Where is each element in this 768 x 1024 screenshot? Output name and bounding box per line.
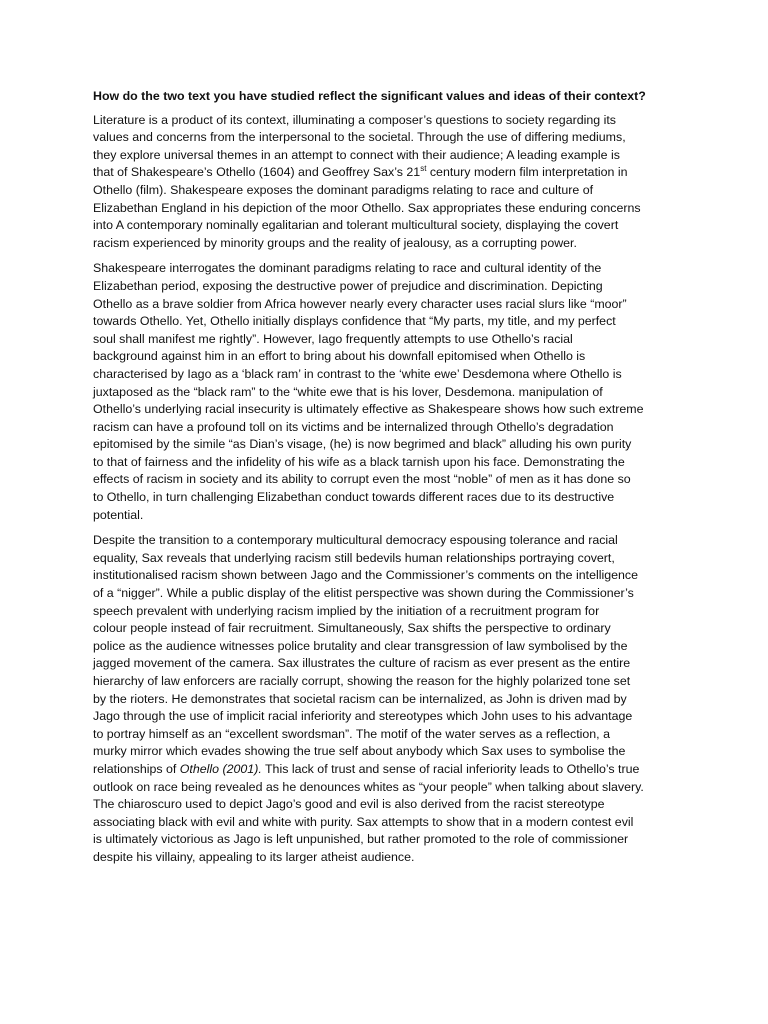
text-segment: century modern film interpretation in (426, 165, 628, 180)
text-line: values and concerns from the interpersonal to the societal. Through the use of differing mediums, (93, 130, 626, 145)
text-line: jagged movement of the camera. Sax illustrates the culture of racism as ever present as the entire (93, 656, 631, 671)
text-line: they explore universal themes in an attempt to connect with their audience; A leading example is (93, 147, 620, 162)
text-line: epitomised by the simile “as Dian’s visage, (he) is now begrimed and black” alluding his own purity (93, 437, 632, 452)
text-line: Elizabethan England in his depiction of the moor Othello. Sax appropriates these enduring concerns (93, 200, 641, 215)
text-line: speech prevalent with underlying racism implied by the initiation of a recruitment program for (93, 603, 600, 618)
text-line: soul shall manifest me rightly”. However, Iago frequently attempts to use Othello’s racial (93, 331, 573, 346)
text-line: police as the audience witnesses police brutality and clear transgression of law symbolised by the (93, 638, 628, 653)
text-line: racism can have a profound toll on its victims and be internalized through Othello’s degradation (93, 419, 614, 434)
text-line: equality, Sax reveals that underlying racism still bedevils human relationships portraying covert, (93, 550, 615, 565)
text-line: background against him in an effort to bring about his downfall epitomised when Othello is (93, 349, 586, 364)
paragraph-shakespeare (93, 260, 679, 524)
text-line: institutionalised racism shown between Jago and the Commissioner’s comments on the intelligence (93, 568, 639, 583)
text-line: to Othello, in turn challenging Elizabethan conduct towards different races due to its destructive (93, 490, 615, 505)
text-line (93, 761, 679, 779)
text-segment: that of Shakespeare’s Othello (1604) and Geoffrey Sax’s 21 (93, 165, 421, 180)
text-line: Shakespeare interrogates the dominant paradigms relating to race and cultural identity of the (93, 261, 602, 276)
text-line: murky mirror which evades showing the true self about anybody which Sax uses to symbolise the (93, 744, 626, 759)
text-line: Literature is a product of its context, illuminating a composer’s questions to society regarding its (93, 112, 616, 127)
text-line: Jago through the use of implicit racial inferiority and stereotypes which John uses to his advantage (93, 709, 633, 724)
text-line: juxtaposed as the “black ram” to the “white ewe that is his lover, Desdemona. manipulation of (93, 384, 603, 399)
essay-question: How do the two text you have studied reflect the significant values and ideas of their context? (93, 89, 646, 103)
text-line: is ultimately victorious as Jago is left unpunished, but rather promoted to the role of commissioner (93, 832, 629, 847)
paragraph-introduction (93, 112, 679, 253)
text-line: Despite the transition to a contemporary multicultural democracy espousing tolerance and racial (93, 533, 618, 548)
text-line (93, 164, 679, 182)
text-line: towards Othello. Yet, Othello initially displays confidence that “My parts, my title, and my perfect (93, 314, 616, 329)
text-line: to that of fairness and the infidelity of his wife as a black tarnish upon his face. Demonstrating the (93, 454, 625, 469)
text-line: characterised by Iago as a ‘black ram’ in contrast to the ‘white ewe’ Desdemona where Othello is (93, 366, 622, 381)
text-line: associating black with evil and white with purity. Sax attempts to show that in a modern contest evil (93, 814, 634, 829)
text-line: by the rioters. He demonstrates that societal racism can be internalized, as John is driven mad by (93, 691, 627, 706)
text-line: Othello (film). Shakespeare exposes the dominant paradigms relating to race and culture of (93, 182, 594, 197)
text-segment: This lack of trust and sense of racial inferiority leads to Othello’s true (261, 761, 640, 776)
text-line: colour people instead of fair recruitment. Simultaneously, Sax shifts the perspective to ordinary (93, 621, 611, 636)
document-page (93, 88, 679, 875)
text-line: of a “nigger”. While a public display of the elitist perspective was shown during the Commissioner’s (93, 586, 634, 601)
ordinal-suffix: st (420, 164, 427, 174)
paragraph-sax (93, 532, 679, 866)
text-line: into A contemporary nominally egalitarian and tolerant multicultural society, displaying the covert (93, 218, 619, 233)
text-line: outlook on race being revealed as he denounces whites as “your people” when talking about slavery. (93, 779, 644, 794)
text-line: despite his villainy, appealing to its larger atheist audience. (93, 849, 415, 864)
text-line: Othello as a brave soldier from Africa however nearly every character uses racial slurs like “moor” (93, 296, 627, 311)
text-line: racism experienced by minority groups and the reality of jealousy, as a corrupting power. (93, 235, 577, 250)
text-line: The chiaroscuro used to depict Jago’s good and evil is also derived from the racist stereotype (93, 797, 605, 812)
text-line: Elizabethan period, exposing the destructive power of prejudice and discrimination. Depicting (93, 278, 603, 293)
text-line: effects of racism in society and its ability to corrupt even the most “noble” of men as it has done so (93, 472, 631, 487)
text-line: to portray himself as an “excellent swordsman”. The motif of the water serves as a reflection, a (93, 726, 610, 741)
text-line: potential. (93, 507, 144, 522)
text-line: hierarchy of law enforcers are racially corrupt, showing the reason for the highly polarized tone set (93, 674, 631, 688)
text-line: Othello’s underlying racial insecurity is ultimately effective as Shakespeare shows how such extreme (93, 402, 644, 417)
film-title-italic: Othello (2001). (179, 761, 262, 776)
text-segment: relationships of (93, 761, 180, 776)
